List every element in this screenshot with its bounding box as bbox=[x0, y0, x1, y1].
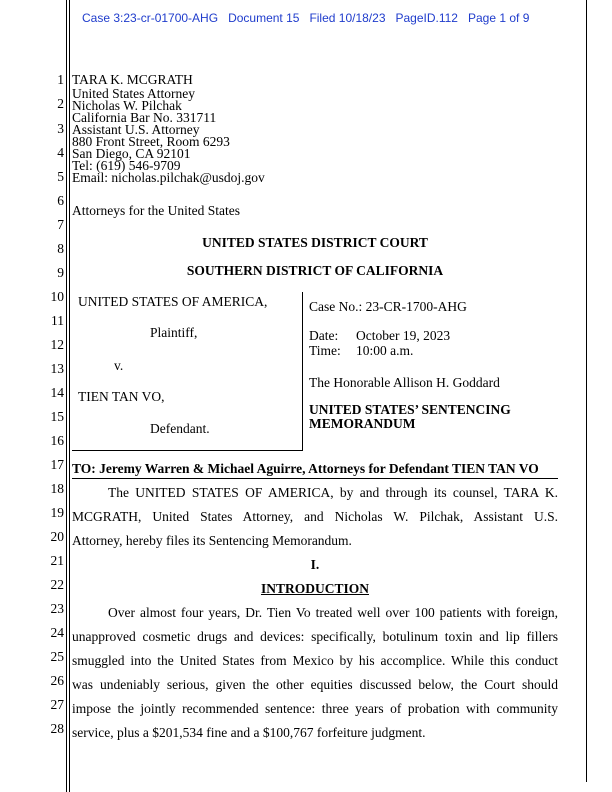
section-number: I. bbox=[310, 557, 320, 572]
paragraph-line: unapproved cosmetic drugs and devices: specifically, botulinum toxin and lip fillers bbox=[72, 629, 558, 644]
left-margin-rule bbox=[66, 0, 67, 792]
line-number: 8 bbox=[57, 241, 64, 256]
defendant-role: Defendant. bbox=[150, 421, 210, 436]
versus: v. bbox=[114, 358, 124, 373]
line-number: 15 bbox=[50, 409, 64, 424]
counsel-name: TARA K. MCGRATH bbox=[72, 72, 193, 87]
line-number: 17 bbox=[50, 457, 64, 472]
line-number: 27 bbox=[50, 697, 64, 712]
line-number: 4 bbox=[57, 145, 64, 160]
line-number: 11 bbox=[51, 313, 64, 328]
plaintiff-role: Plaintiff, bbox=[150, 325, 198, 340]
caption-divider-vertical bbox=[302, 292, 303, 450]
line-number: 26 bbox=[50, 673, 64, 688]
attorneys-for: Attorneys for the United States bbox=[72, 203, 240, 218]
to-line-rule bbox=[72, 478, 558, 479]
line-number: 3 bbox=[57, 121, 64, 136]
judge-name: The Honorable Allison H. Goddard bbox=[309, 375, 500, 390]
line-number: 25 bbox=[50, 649, 64, 664]
hearing-date-label: Date: bbox=[309, 328, 339, 343]
court-district: SOUTHERN DISTRICT OF CALIFORNIA bbox=[186, 263, 444, 278]
telephone: Tel: (619) 546-9709 bbox=[72, 158, 181, 173]
email: Email: nicholas.pilchak@usdoj.gov bbox=[72, 170, 265, 185]
line-number: 20 bbox=[50, 529, 64, 544]
line-number: 9 bbox=[57, 265, 64, 280]
paragraph-line: service, plus a $201,534 fine and a $100,767 forfeiture judgment. bbox=[72, 725, 426, 740]
paragraph-line: Attorney, hereby files its Sentencing Memorandum. bbox=[72, 533, 352, 548]
line-number: 13 bbox=[50, 361, 64, 376]
paragraph-line: smuggled into the United States from Mexico by his accomplice. While this conduct bbox=[72, 653, 558, 668]
case-number: Case No.: 23-CR-1700-AHG bbox=[309, 299, 467, 314]
line-number: 5 bbox=[57, 169, 64, 184]
address-line-2: San Diego, CA 92101 bbox=[72, 146, 191, 161]
assistant-title: Assistant U.S. Attorney bbox=[72, 122, 200, 137]
line-number: 23 bbox=[50, 601, 64, 616]
line-number: 12 bbox=[50, 337, 64, 352]
bar-number: California Bar No. 331711 bbox=[72, 110, 217, 125]
line-number: 10 bbox=[50, 289, 64, 304]
line-number: 14 bbox=[50, 385, 64, 400]
paragraph-line: Over almost four years, Dr. Tien Vo treated well over 100 patients with foreign, bbox=[108, 605, 558, 620]
hearing-date: October 19, 2023 bbox=[356, 328, 451, 343]
caption-divider-horizontal bbox=[72, 450, 303, 451]
right-margin-rule bbox=[586, 0, 587, 782]
hearing-time: 10:00 a.m. bbox=[356, 343, 414, 358]
address-line-1: 880 Front Street, Room 6293 bbox=[72, 134, 230, 149]
line-number: 28 bbox=[50, 721, 64, 736]
counsel-title: United States Attorney bbox=[72, 86, 195, 101]
paragraph-line: was undeniably serious, given the other equities discussed below, the Court should bbox=[72, 677, 558, 692]
line-number: 24 bbox=[50, 625, 64, 640]
assistant-name: Nicholas W. Pilchak bbox=[72, 98, 182, 113]
document-title-line-2: MEMORANDUM bbox=[309, 416, 416, 431]
line-number: 22 bbox=[50, 577, 64, 592]
left-margin-rule-inner bbox=[69, 0, 70, 792]
paragraph-line: impose the jointly recommended sentence: three years of probation with community bbox=[72, 701, 558, 716]
defendant-name: TIEN TAN VO, bbox=[78, 389, 165, 404]
line-number: 7 bbox=[57, 217, 64, 232]
court-name: UNITED STATES DISTRICT COURT bbox=[202, 235, 428, 250]
case-header-stamp: Case 3:23-cr-01700-AHG Document 15 Filed 10/18/23 PageID.112 Page 1 of 9 bbox=[82, 11, 530, 25]
hearing-time-label: Time: bbox=[309, 343, 341, 358]
to-line: TO: Jeremy Warren & Michael Aguirre, Attorneys for Defendant TIEN TAN VO bbox=[72, 461, 539, 476]
line-number: 2 bbox=[57, 96, 64, 111]
section-title: INTRODUCTION bbox=[260, 581, 369, 596]
document-title-line-1: UNITED STATES’ SENTENCING bbox=[309, 402, 511, 417]
line-number: 21 bbox=[50, 553, 64, 568]
paragraph-line: The UNITED STATES OF AMERICA, by and through its counsel, TARA K. bbox=[108, 485, 558, 500]
line-number: 6 bbox=[57, 193, 64, 208]
plaintiff-name: UNITED STATES OF AMERICA, bbox=[78, 294, 268, 309]
line-number: 18 bbox=[50, 481, 64, 496]
line-number: 16 bbox=[50, 433, 64, 448]
line-number: 19 bbox=[50, 505, 64, 520]
line-number: 1 bbox=[57, 72, 64, 87]
paragraph-line: MCGRATH, United States Attorney, and Nicholas W. Pilchak, Assistant U.S. bbox=[72, 509, 558, 524]
